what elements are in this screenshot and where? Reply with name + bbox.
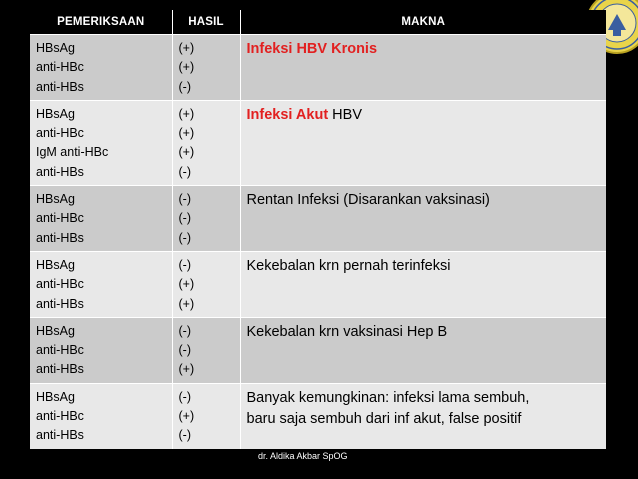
test-result: (-) xyxy=(178,343,191,358)
results-cell xyxy=(172,317,240,383)
test-name: anti-HBc xyxy=(36,211,84,226)
makna-cell xyxy=(240,186,606,252)
tests-cell xyxy=(30,186,172,252)
test-result: (-) xyxy=(178,428,191,443)
test-name: anti-HBc xyxy=(36,126,84,141)
test-result: (-) xyxy=(178,192,191,207)
test-result: (+) xyxy=(178,145,195,160)
test-result: (-) xyxy=(178,230,191,245)
makna-text: HBV xyxy=(328,106,362,123)
results-cell xyxy=(172,35,240,101)
table-header-row xyxy=(30,10,606,35)
test-name: IgM anti-HBc xyxy=(36,145,109,160)
makna-emphasis: Infeksi HBV Kronis xyxy=(246,41,378,57)
makna-text: Rentan Infeksi (Disarankan vaksinasi) xyxy=(246,192,490,209)
test-result: (+) xyxy=(178,409,195,424)
test-result: (+) xyxy=(178,277,195,292)
test-result: (-) xyxy=(178,389,191,404)
table-row xyxy=(30,186,606,252)
makna-text: Kekebalan krn pernah terinfeksi xyxy=(246,257,451,274)
test-result: (+) xyxy=(178,296,195,311)
makna-cell xyxy=(240,317,606,383)
test-name: HBsAg xyxy=(36,389,75,404)
test-name: anti-HBc xyxy=(36,343,84,358)
tests-cell xyxy=(30,35,172,101)
test-name: anti-HBc xyxy=(36,409,84,424)
makna-text-line2: baru saja sembuh dari inf akut, false positif xyxy=(246,410,522,427)
table-row xyxy=(30,317,606,383)
results-cell xyxy=(172,100,240,185)
results-cell xyxy=(172,383,240,448)
test-name: HBsAg xyxy=(36,106,75,121)
test-result: (-) xyxy=(178,323,191,338)
header-makna: MAKNA xyxy=(240,10,606,35)
test-name: anti-HBs xyxy=(36,296,84,311)
table-row xyxy=(30,35,606,101)
test-result: (+) xyxy=(178,126,195,141)
table-row xyxy=(30,383,606,448)
makna-text: Kekebalan krn vaksinasi Hep B xyxy=(246,323,448,340)
test-name: anti-HBs xyxy=(36,230,84,245)
results-cell xyxy=(172,186,240,252)
test-name: anti-HBs xyxy=(36,428,84,443)
test-result: (+) xyxy=(178,106,195,121)
hepatitis-b-serology-table xyxy=(30,10,606,449)
tests-cell xyxy=(30,100,172,185)
tests-cell xyxy=(30,383,172,448)
table-row xyxy=(30,251,606,317)
test-result: (-) xyxy=(178,257,191,272)
test-name: HBsAg xyxy=(36,257,75,272)
makna-cell xyxy=(240,383,606,448)
makna-cell xyxy=(240,100,606,185)
test-name: anti-HBc xyxy=(36,277,84,292)
test-name: anti-HBs xyxy=(36,362,84,377)
makna-cell xyxy=(240,251,606,317)
test-name: anti-HBs xyxy=(36,164,84,179)
makna-cell xyxy=(240,35,606,101)
header-pemeriksaan: PEMERIKSAAN xyxy=(30,10,172,35)
makna-text: Banyak kemungkinan: infeksi lama sembuh, xyxy=(246,389,530,406)
test-result: (-) xyxy=(178,164,191,179)
test-name: HBsAg xyxy=(36,192,75,207)
header-hasil: HASIL xyxy=(172,10,240,35)
test-result: (+) xyxy=(178,60,195,75)
tests-cell xyxy=(30,251,172,317)
footer-author: dr. Aldika Akbar SpOG xyxy=(258,451,348,461)
results-cell xyxy=(172,251,240,317)
test-name: anti-HBc xyxy=(36,60,84,75)
test-result: (+) xyxy=(178,41,195,55)
test-name: anti-HBs xyxy=(36,79,84,94)
test-name: HBsAg xyxy=(36,323,75,338)
test-result: (-) xyxy=(178,79,191,94)
test-result: (+) xyxy=(178,362,195,377)
test-name: HBsAg xyxy=(36,41,75,55)
table-row xyxy=(30,100,606,185)
test-result: (-) xyxy=(178,211,191,226)
makna-emphasis: Infeksi Akut xyxy=(246,106,329,123)
tests-cell xyxy=(30,317,172,383)
